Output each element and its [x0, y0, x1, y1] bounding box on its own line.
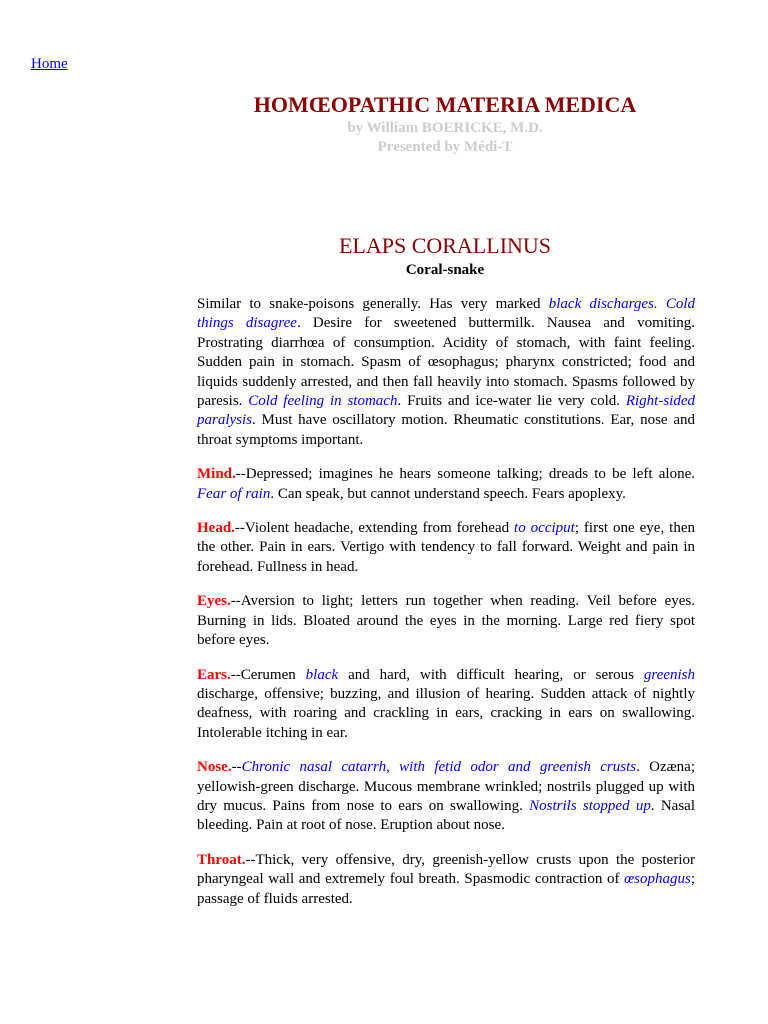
section-label-nose: Nose. [197, 759, 232, 776]
paragraph-nose [197, 758, 695, 836]
section-label-head: Head. [197, 520, 235, 537]
section-label-eyes: Eyes. [197, 593, 231, 610]
section-label-throat: Throat. [197, 851, 246, 868]
remedy-common-name: Coral-snake [405, 262, 485, 278]
paragraph-text: Similar to snake-poisons generally. Has very marked [197, 296, 549, 312]
paragraph-text: -- [231, 759, 242, 776]
author-byline: by William BOERICKE, M.D. [347, 120, 543, 136]
remedy-heading [0, 232, 768, 280]
section-label-ears: Ears. [197, 666, 231, 683]
highlighted-symptom: Fear of rain [197, 485, 271, 502]
paragraph-text: . Ozæna; yellowish-green discharge. Mucous membrane wrinkled; nostrils plugged up with dry mucus. Pains from nose to ears on swallowing. [197, 759, 695, 814]
paragraph-head [197, 519, 695, 577]
paragraph-text: --Depressed; imagines he hears someone talking; dreads to be left alone. [235, 466, 695, 483]
highlighted-symptom: Nostrils stopped up [529, 797, 651, 814]
paragraph-eyes [197, 592, 695, 650]
paragraph-throat [197, 851, 695, 909]
paragraph-intro [197, 295, 695, 450]
paragraph-text: ; passage of fluids arrested. [197, 871, 695, 907]
paragraph-text: --Cerumen [230, 666, 306, 683]
page-title: HOMŒOPATHIC MATERIA MEDICA [253, 92, 637, 117]
remedy-name: ELAPS CORALLINUS [338, 233, 552, 258]
paragraph-text: --Violent headache, extending from forehead [234, 520, 515, 537]
paragraph-text: . Nasal bleeding. Pain at root of nose. Eruption about nose. [197, 797, 696, 834]
section-label-mind: Mind. [197, 466, 236, 483]
remedy-description [197, 295, 695, 924]
paragraph-text: . Can speak, but cannot understand speech. Fears apoplexy. [270, 485, 626, 502]
paragraph-text: . Must have oscillatory motion. Rheumatic constitutions. Ear, nose and throat symptoms important. [197, 412, 695, 448]
highlighted-symptom: black [305, 666, 339, 683]
home-link[interactable]: Home [31, 56, 68, 72]
highlighted-symptom: Cold feeling in stomach [248, 393, 398, 410]
highlighted-symptom: black discharges. Cold things disagree [197, 296, 695, 332]
highlighted-symptom: Right-sided paralysis [197, 393, 695, 429]
paragraph-text: ; first one eye, then the other. Pain in ears. Vertigo with tendency to fall forward. Weight and pain in forehead. Fullness in head. [197, 520, 695, 575]
paragraph-text: --Aversion to light; letters run together when reading. Veil before eyes. Burning in lids. Bloated around the eyes in the morning. Large red fiery spot before eyes. [197, 593, 695, 649]
highlighted-symptom: œsophagus [624, 871, 691, 888]
highlighted-symptom: greenish [643, 666, 695, 683]
paragraph-text: --Thick, very offensive, dry, greenish-yellow crusts upon the posterior pharyngeal wall and extremely foul breath. Spasmodic contraction of [197, 851, 695, 888]
paragraph-text: discharge, offensive; buzzing, and illusion of hearing. Sudden attack of nightly deafness, with roaring and crackling in ears, cracking in ears on swallowing. Intolerable itching in ear. [197, 685, 695, 741]
paragraph-ears [197, 666, 695, 744]
page-header [0, 91, 768, 157]
paragraph-mind [197, 465, 695, 504]
highlighted-symptom: to occiput [514, 520, 575, 537]
paragraph-text: . Desire for sweetened buttermilk. Nausea and vomiting. Prostrating diarrhœa of consumption. Acidity of stomach, with faint feeling. Sudden pain in stomach. Spasm of œsophagus; pharynx constricted; food and liquids suddenly arrested, and then fall heavily into stomach. Spasms followed by paresis. [197, 315, 695, 410]
presenter-line: Presented by Médi-T [377, 139, 513, 155]
highlighted-symptom: Chronic nasal catarrh, with fetid odor and greenish crusts [241, 759, 637, 776]
paragraph-text: . Fruits and ice-water lie very cold. [397, 393, 626, 410]
paragraph-text: and hard, with difficult hearing, or serous [338, 666, 644, 683]
